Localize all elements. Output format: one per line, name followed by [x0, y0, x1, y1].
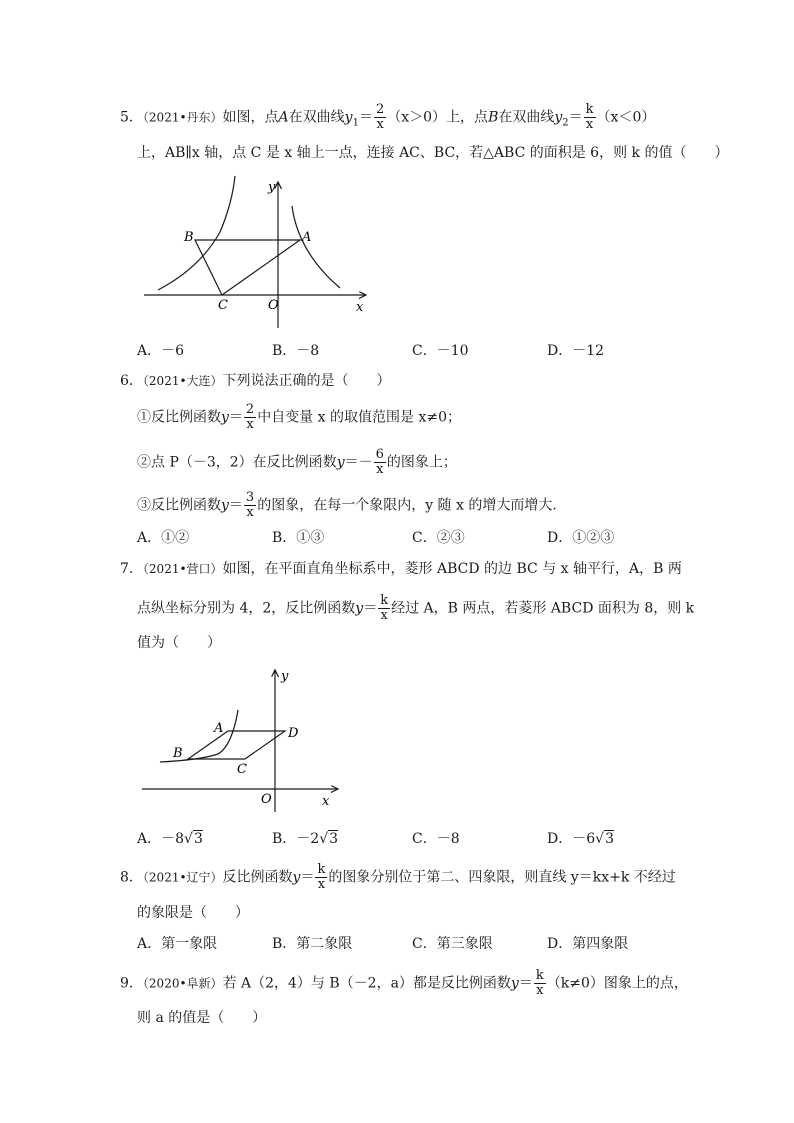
q5-point-a: A	[278, 109, 289, 126]
q6-s2-y: y	[336, 454, 345, 471]
q7-option-d	[547, 828, 614, 850]
q7-label-c: C	[237, 762, 247, 777]
q7-label-b: B	[173, 746, 183, 761]
q5-curve-right	[292, 206, 340, 288]
q7-option-a-root: √3	[184, 831, 203, 847]
q6-statement-1: ①反比例函数y＝ $\frac{2}{x}$ 中自变量 x 的取值范围是 x≠0；	[137, 402, 461, 432]
q6-option-d: D．①②③	[547, 530, 615, 546]
q6-option-b: B．①③	[272, 530, 325, 546]
q5-label-c: C	[218, 298, 228, 313]
q6-option-a: A．①②	[137, 530, 190, 546]
q5-eq: ＝	[568, 109, 583, 126]
q5-eq: ＝	[358, 109, 373, 126]
q7-label-y: y	[281, 669, 289, 684]
q5-cond1: （x＞0）	[387, 109, 447, 126]
q7-option-c	[412, 828, 460, 850]
q7-option-d-label: D．－6	[547, 831, 596, 847]
q7-number: 7．	[120, 561, 143, 577]
q6-number: 6．	[120, 373, 143, 389]
q6-s3-y: y	[221, 497, 229, 514]
q7-text: 经过 A，B 两点，若菱形 ABCD 面积为 8，则 k	[391, 600, 695, 617]
q8-text: 的图象分别位于第二、四象限，则直线 y＝kx+k 不经过	[328, 869, 676, 886]
q7-option-d-root: √3	[595, 831, 614, 847]
q7-text: 点纵坐标分别为 4，2，反比例函数	[137, 600, 356, 617]
q7-y: y	[355, 600, 364, 617]
q8-fraction: $\frac{k}{x}$	[317, 862, 326, 892]
q9-source: （2020•阜新）	[142, 976, 223, 991]
q5-triangle-abc	[195, 240, 300, 295]
q6-s2-text: ②点 P（－3，2）在反比例函数	[137, 454, 337, 471]
q5-text: 在双曲线	[498, 109, 555, 126]
q5-option-d: D．－12	[547, 343, 605, 359]
q6-s1-text: 中自变量 x 的取值范围是 x≠0；	[257, 409, 461, 426]
q8-y: y	[292, 869, 301, 886]
q9-y: y	[510, 975, 519, 992]
q5-option-a: A．－6	[137, 343, 185, 359]
q7-fraction: $\frac{k}{x}$	[380, 593, 389, 623]
q7-curve	[160, 710, 238, 762]
q5-option-c: C．－10	[412, 343, 469, 359]
q7-text: 如图，在平面直角坐标系中，菱形 ABCD 的边 BC 与 x 轴平行，A，B 两	[222, 561, 682, 577]
q7-rhombus-abcd	[188, 731, 285, 759]
q6-option-c: C．②③	[412, 530, 465, 546]
q7-option-a-label: A．－8	[137, 831, 185, 847]
q6-s1-fraction: $\frac{2}{x}$	[245, 402, 255, 432]
q5-label-a: A	[302, 230, 312, 245]
q7-label-x: x	[322, 794, 330, 809]
q5-label-x: x	[356, 300, 364, 315]
q6-s1-text: ①反比例函数	[137, 409, 221, 426]
q6-s2-text: 的图象上；	[386, 454, 457, 471]
q5-fraction-1: $\frac{2}{x}$	[375, 102, 385, 132]
q7-figure	[140, 664, 350, 814]
q7-line1	[120, 558, 682, 580]
q5-text: 如图，点	[222, 109, 279, 126]
q7-option-c-label: C．－8	[412, 831, 460, 847]
q7-option-b-root: √3	[319, 831, 339, 847]
q5-y2-sub: 2	[562, 117, 569, 129]
q7-option-b	[272, 828, 338, 850]
q8-number: 8．	[120, 869, 143, 886]
q5-number: 5．	[120, 109, 143, 126]
q8-line1: 8．（2021•辽宁）反比例函数y＝ $\frac{k}{x}$ 的图象分别位于第二、四象限，则直线 y＝kx+k 不经过	[120, 862, 676, 892]
q5-line1	[120, 103, 655, 134]
q5-label-b: B	[184, 230, 194, 245]
q5-fraction-2: $\frac{k}{x}$	[585, 102, 594, 132]
q5-source: （2021•丹东）	[142, 110, 223, 125]
q5-y2: y	[554, 109, 563, 126]
q5-y1: y	[344, 109, 353, 126]
q8-option-c: C．第三象限	[412, 936, 493, 952]
q8-line2: 的象限是（ ）	[137, 905, 249, 921]
q7-option-b-label: B．－2	[272, 831, 320, 847]
q6-statement-2: ②点 P（－3，2）在反比例函数y＝－ $\frac{6}{x}$ 的图象上；	[137, 447, 457, 477]
q6-s2-fraction: $\frac{6}{x}$	[375, 447, 384, 477]
q6-s3-text: ③反比例函数	[137, 497, 221, 514]
q8-option-b: B．第二象限	[272, 936, 353, 952]
q5-label-y: y	[268, 180, 276, 195]
q8-text: 反比例函数	[222, 869, 293, 886]
q5-cond2: （x＜0）	[596, 109, 656, 126]
q7-option-a	[137, 828, 203, 850]
q8-option-a: A．第一象限	[137, 936, 218, 952]
q5-text: 在双曲线	[288, 109, 345, 126]
q9-line2: 则 a 的值是（ ）	[137, 1010, 267, 1026]
q5-y1-sub: 1	[352, 117, 359, 129]
q6-source: （2021•大连）	[142, 374, 223, 388]
q9-text: 若 A（2，4）与 B（－2，a）都是反比例函数	[222, 975, 511, 992]
q8-source: （2021•辽宁）	[142, 870, 223, 885]
q7-source: （2021•营口）	[142, 562, 223, 576]
q5-text: 上，点	[446, 109, 489, 126]
q8-option-d: D．第四象限	[547, 936, 629, 952]
q7-label-a: A	[214, 721, 224, 736]
q9-fraction: $\frac{k}{x}$	[535, 968, 544, 998]
q5-label-o: O	[268, 298, 279, 313]
q7-line2: 点纵坐标分别为 4，2，反比例函数y＝ $\frac{k}{x}$ 经过 A，B 两点，若菱形 ABCD 面积为 8，则 k	[137, 593, 695, 623]
q5-option-b: B．－8	[272, 343, 320, 359]
q6-s1-y: y	[221, 409, 229, 426]
q9-number: 9．	[120, 975, 143, 992]
q7-line3: 值为（ ）	[137, 635, 221, 651]
q5-figure	[140, 172, 380, 332]
q9-text: （k≠0）图象上的点，	[546, 975, 688, 992]
q5-line2: 上，AB∥x 轴，点 C 是 x 轴上一点，连接 AC、BC，若△ABC 的面积是 6，则 k 的值（ ）	[137, 145, 729, 161]
q6-stem: 下列说法正确的是（ ）	[222, 373, 391, 389]
q6-line1	[120, 370, 391, 392]
q5-point-b: B	[488, 109, 499, 126]
q9-line1: 9．（2020•阜新）若 A（2，4）与 B（－2，a）都是反比例函数y＝ $\frac{k}{x}$ （k≠0）图象上的点，	[120, 968, 688, 998]
q5-curve-left	[158, 176, 235, 290]
q6-statement-3: ③反比例函数y＝ $\frac{3}{x}$ 的图象，在每一个象限内，y 随 x 的增大而增大．	[137, 490, 567, 520]
q7-label-o: O	[261, 792, 272, 807]
q7-label-d: D	[288, 726, 299, 741]
q6-s3-fraction: $\frac{3}{x}$	[245, 490, 255, 520]
q6-s3-text: 的图象，在每一个象限内，y 随 x 的增大而增大．	[257, 497, 567, 514]
